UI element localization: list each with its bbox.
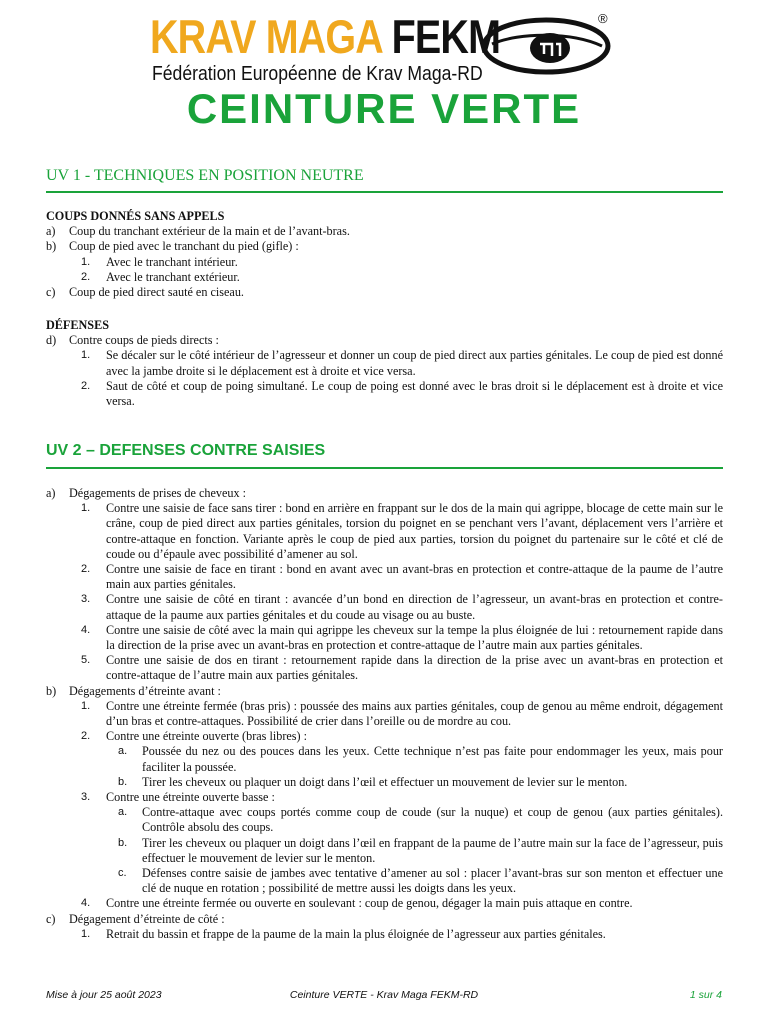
sub-item [46,699,723,729]
section-divider [46,467,723,469]
brand-fekm: FEKM [391,10,501,63]
item-marker: 1. [81,349,91,362]
item-marker: 2. [81,730,91,743]
item-text: Saut de côté et coup de poing simultané. Le coup de poing est donné avec le bras droit si le déplacement est à droite et vice versa. [106,378,723,409]
item-marker: 4. [81,897,91,910]
item-marker: 3. [81,593,91,606]
item-text: Avec le tranchant extérieur. [106,269,240,284]
item-text: Contre une saisie de côté avec la main qui agrippe les cheveux sur la tempe la plus éloignée de lui : retournement rapide dans la direction de la prise avec un avant-bras en protection et contre-attaque de l’autre main aux parties génitales. [106,622,723,653]
item-text: Tirer les cheveux ou plaquer un doigt dans l’œil en frappant de la paume de l’autre main sur la face de l’agresseur, puis effectuer le mouvement de levier sur le menton. [142,835,723,865]
item-marker: 1. [81,502,91,515]
item-text: Poussée du nez ou des pouces dans les yeux. Cette technique n’est pas faite pour endommager les yeux, mais pour faciliter la poussée. [142,744,723,774]
item-text: Dégagement d’étreinte de côté : [69,911,225,926]
item-marker: 2. [81,379,91,392]
item-text: Coup de pied direct sauté en ciseau. [69,285,244,300]
item-text: Contre une étreinte ouverte basse : [106,790,275,805]
sub-item [46,896,723,911]
item-text: Se décaler sur le côté intérieur de l’agresseur et donner un coup de pied direct aux parties génitales. Le coup de pied est donné avec la jambe droite si le déplacement est à droite et vice versa. [106,348,723,378]
item-marker: b. [118,775,128,788]
item-text: Contre une saisie de côté en tirant : avancée d’un bond en direction de l’agresseur, un avant-bras en protection et contre-attaque de la paume aux parties génitales et du coude au visage ou au buste. [106,592,723,622]
footer-page-number [690,989,722,1001]
item-marker: 1. [81,699,91,712]
sub-item [46,270,723,285]
item-marker: a) [46,486,56,500]
brand-name [150,12,500,62]
item-marker: d) [46,333,57,348]
list-item [46,285,723,300]
item-text: Contre une étreinte fermée (bras pris) : poussée des mains aux parties génitales, coup de genou au même endroit, dégagement d’un bras et contre-attaques. Possibilité de crier dans l’oreille ou de mordre au cou. [106,698,723,729]
item-marker: a) [46,224,56,239]
item-text: Coup de pied avec le tranchant du pied (gifle) : [69,239,299,254]
item-marker: 3. [81,791,91,804]
item-marker: c) [46,285,56,300]
uv2-title: UV 2 – DEFENSES CONTRE SAISIES [46,442,326,459]
item-marker: 1. [81,927,91,940]
list-item [46,333,723,348]
belt-title: CEINTURE VERTE [186,85,582,132]
list-item [46,684,723,699]
item-text: Contre coups de pieds directs : [69,333,219,348]
sub-item [46,255,723,270]
sub-item [46,623,723,653]
sub-item [46,790,723,805]
item-marker: b. [118,836,128,849]
item-text: Dégagements de prises de cheveux : [69,486,246,500]
item-text: Contre une étreinte ouverte (bras libres) : [106,729,308,744]
item-marker: 4. [81,623,91,636]
registered-mark: ® [598,11,608,26]
sub-sub-item [46,866,723,896]
sub-item [46,927,723,942]
sub-item [46,348,723,378]
sub-sub-item [46,836,723,866]
defenses-heading: DÉFENSES [46,318,109,332]
item-text: Contre une saisie de face en tirant : bond en avant avec un avant-bras en protection et contre-attaque de la paume de l’autre main aux parties génitales. [106,562,723,592]
list-item [46,486,723,501]
item-marker: 5. [81,654,91,667]
sub-item [46,729,723,744]
item-marker: c) [46,911,56,926]
item-marker: a. [118,745,128,758]
coups-section [46,209,723,300]
item-text: Défenses contre saisie de jambes avec tentative d’amener au sol : placer l’avant-bras sur son menton et effectuer une clé de nuque en rotation ; possibilité de mettre aussi les doigts dans les yeux. [142,866,723,896]
footer-update-date: Mise à jour 25 août 2023 [46,989,162,1001]
sub-sub-item [46,805,723,835]
defenses-section [46,318,723,409]
sub-item [46,653,723,683]
sub-item [46,379,723,409]
federation-name: Fédération Européenne de Krav Maga-RD [152,63,483,85]
item-text: Contre-attaque avec coups portés comme coup de coude (sur la nuque) et coup de genou (aux parties génitales). Contrôle absolu des coups. [142,805,723,835]
fekm-logo [150,8,630,90]
item-marker: 1. [81,255,91,268]
saisies-section [46,486,723,942]
item-text: Contre une saisie de dos en tirant : retournement rapide dans la direction de la prise avec un avant-bras en protection et contre-attaque de l’autre main aux parties génitales. [106,653,723,683]
item-marker: b) [46,683,57,698]
footer-doc-title: Ceinture VERTE - Krav Maga FEKM-RD [289,989,479,1001]
sub-item [46,562,723,592]
item-marker: b) [46,239,57,254]
sub-item [46,501,723,562]
list-item [46,224,723,239]
page-number: 1 sur 4 [689,989,722,1001]
sub-sub-item [46,775,723,790]
item-marker: 2. [81,270,91,283]
item-text: Tirer les cheveux ou plaquer un doigt dans l’œil et effectuer un mouvement de levier sur le menton. [142,774,628,789]
item-text: Contre une étreinte fermée ou ouverte en soulevant : coup de genou, dégager la main puis attaque en contre. [106,896,633,911]
list-item [46,912,723,927]
item-marker: 2. [81,563,91,576]
section-divider [46,191,723,193]
item-text: Retrait du bassin et frappe de la paume de la main la plus éloignée de l’agresseur aux parties génitales. [106,926,606,941]
coups-heading: COUPS DONNÉS SANS APPELS [46,209,225,223]
fekm-emblem-icon [480,14,616,76]
list-item [46,239,723,254]
sub-sub-item [46,744,723,774]
item-marker: c. [118,867,127,880]
item-text: Dégagements d’étreinte avant : [69,683,221,698]
item-text: Contre une saisie de face sans tirer : bond en arrière en frappant sur le dos de la main qui agrippe, blocage de cette main sur le crâne, coup de pied direct aux parties génitales, torsion du poignet en se penchant vers l’avant, déplacement vers l’arrière et contre-attaque en fonction. Variante après le coup de pied aux parties, torsion du poignet du partenaire sur le côté et clé de coude ou d’épaule avec possibilité d’amener au sol. [106,501,723,561]
sub-item [46,592,723,622]
item-marker: a. [118,806,128,819]
item-text: Coup du tranchant extérieur de la main et de l’avant-bras. [69,224,350,239]
item-text: Avec le tranchant intérieur. [106,254,238,269]
uv1-title: UV 1 - TECHNIQUES EN POSITION NEUTRE [46,167,364,184]
brand-krav-maga: KRAV MAGA [150,10,382,63]
